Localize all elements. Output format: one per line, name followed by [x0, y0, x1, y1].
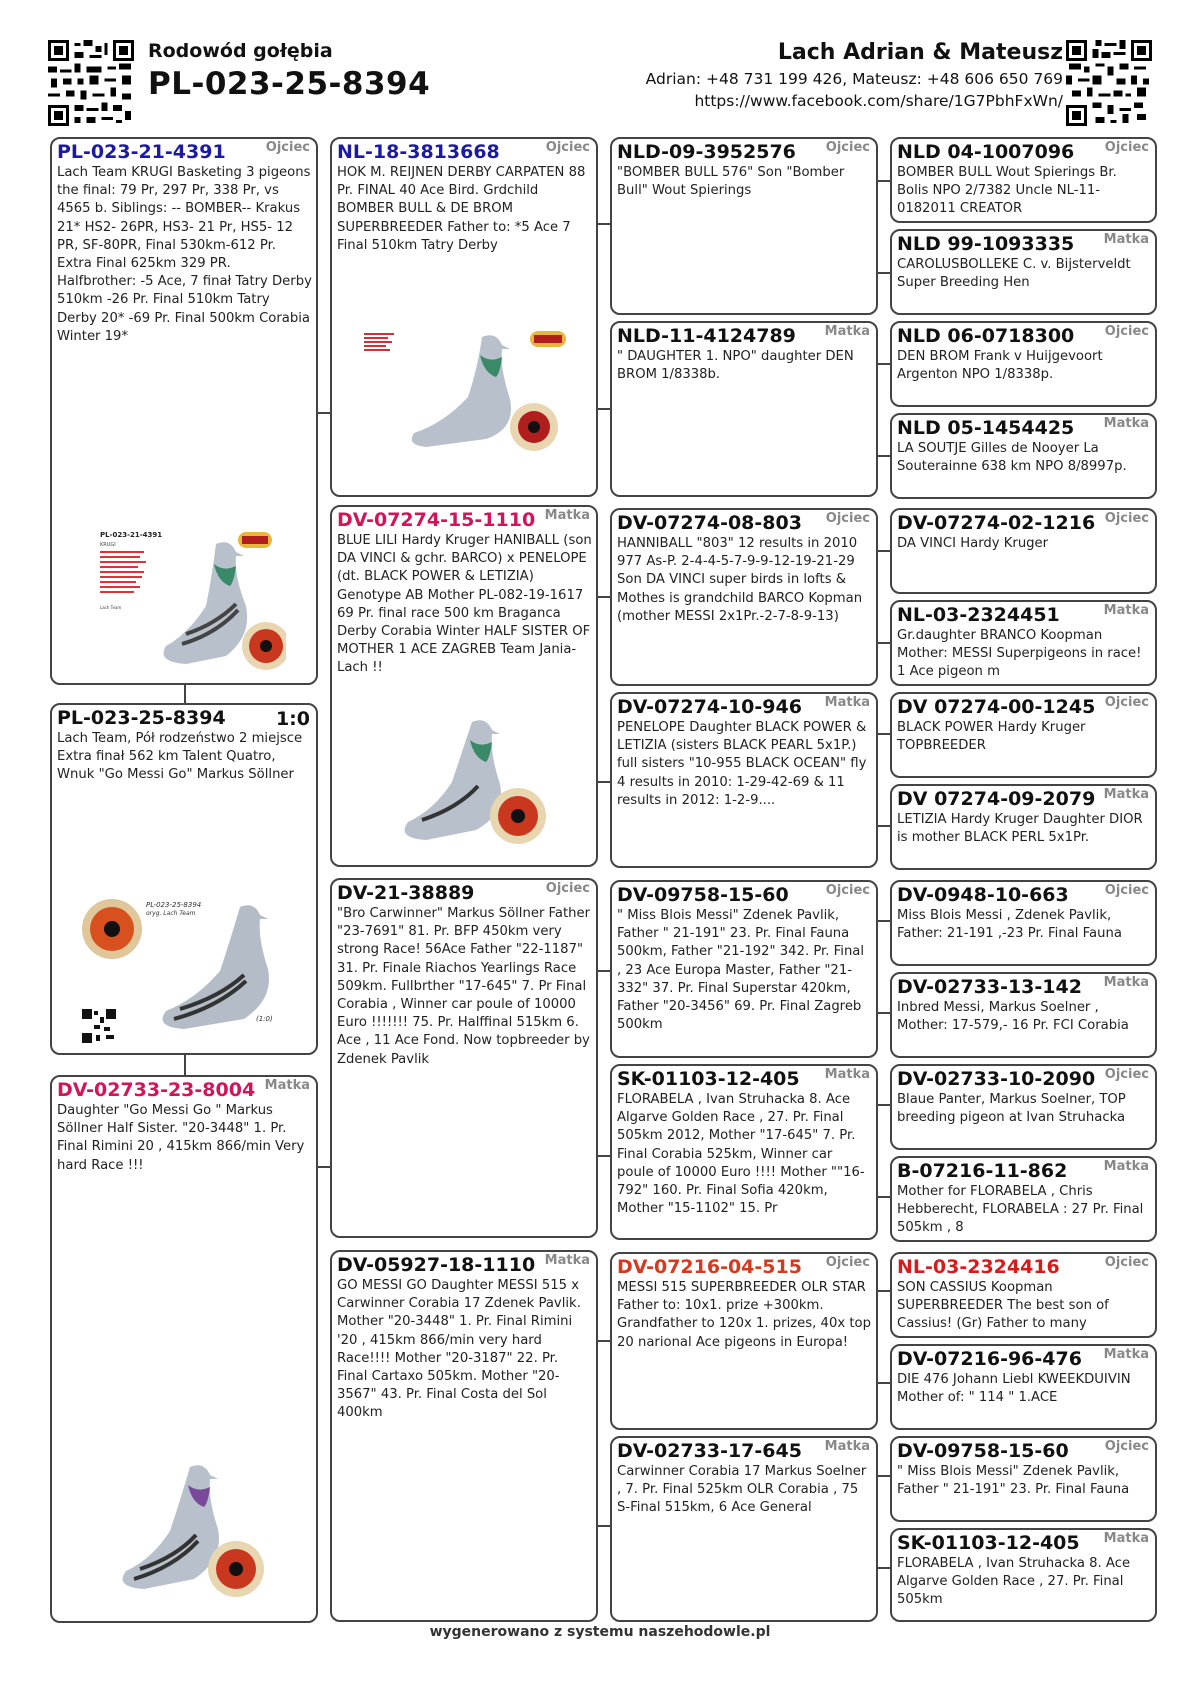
role-label: Matka — [1103, 232, 1149, 247]
role-label: Matka — [264, 1078, 310, 1093]
ring-number: DV-02733-23-8004 — [57, 1079, 256, 1101]
pigeon-description: BLACK POWER Hardy Kruger TOPBREEDER — [897, 720, 1086, 754]
ring-number: NLD 99-1093335 — [897, 233, 1075, 255]
pigeon-description: Blaue Panter, Markus Soelner, TOP breeding pigeon at Ivan Struhacka — [897, 1092, 1126, 1126]
pedigree-card-gen4[interactable] — [890, 137, 1157, 223]
pigeon-photo — [90, 1457, 270, 1607]
photo-score-text: (1:0) — [256, 1015, 273, 1023]
pigeon-description: Miss Blois Messi , Zdenek Pavlik, Father: 21-191 ,-23 Pr. Final Fauna — [897, 908, 1122, 942]
qr-code-icon — [48, 40, 134, 126]
pedigree-card-father[interactable] — [50, 137, 318, 685]
ring-number: DV 07274-09-2079 — [897, 788, 1096, 810]
owner-phones: Adrian: +48 731 199 426, Mateusz: +48 606 650 769 — [645, 70, 1063, 88]
ring-number: DV-07274-02-1216 — [897, 512, 1096, 534]
pedigree-card-gen3[interactable] — [610, 692, 878, 868]
pigeon-description: "Bro Carwinner" Markus Söllner Father "23-7691" 81. Pr. BFP 450km very strong Race! 56Ace Father "22-1187" 31. Pr. Finale Riachos Yearlings Race 509km. Fullbrther "17-645" 7. Pr Final Corabia , Winner car poule of 10000 Euro !!!!!!! 75. Pr. Halffinal 515km 6. Ace , 11 Ace Fond. Now topbreeder by Zdenek Pavlik — [337, 906, 591, 1067]
pedigree-card-gen4[interactable] — [890, 784, 1157, 870]
ring-number: NLD-11-4124789 — [617, 325, 796, 347]
ring-number: NL-03-2324416 — [897, 1256, 1060, 1278]
ring-number: DV-02733-10-2090 — [897, 1068, 1096, 1090]
pigeon-description: GO MESSI GO Daughter MESSI 515 x Carwinner Corabia 17 Zdenek Pavlik. Mother "20-3448" 1. Pr. Final Rimini '20 , 415km 866/min very hard Race!!!! Mother "20-3187" 22. Pr. Final Cartaxo 505km. Mother "20-3567" 43. Pr. Final Costa del Sol 400km — [337, 1278, 581, 1421]
role-label: Ojciec — [545, 140, 590, 155]
role-label: Matka — [824, 695, 870, 710]
ring-number: DV-07274-15-1110 — [337, 509, 536, 531]
pigeon-description: DIE 476 Johann Liebl KWEEKDUIVIN Mother of: " 114 " 1.ACE — [897, 1372, 1131, 1406]
pedigree-card-gen2[interactable] — [330, 878, 598, 1238]
pigeon-photo — [86, 524, 286, 674]
pigeon-description: BLUE LILI Hardy Kruger HANIBALL (son DA VINCI & gchr. BARCO) x PENELOPE (dt. BLACK POWER & LETIZIA) Genotype AB Mother PL-082-19-1617 69 Pr. final race 500 km Braganca Derby Corabia Winter HALF SISTER OF MOTHER 1 ACE ZAGREB Team Jania- Lach !! — [337, 533, 592, 676]
role-label: Matka — [1103, 975, 1149, 990]
photo-ring-text: PL-023-21-4391 — [100, 531, 163, 539]
qr-code-icon — [1066, 40, 1152, 126]
ring-number: NLD-09-3952576 — [617, 141, 796, 163]
ring-number: DV-07274-10-946 — [617, 696, 802, 718]
pedigree-card-gen4[interactable] — [890, 1436, 1157, 1522]
pigeon-description: DA VINCI Hardy Kruger — [897, 536, 1049, 551]
role-label: Matka — [824, 1439, 870, 1454]
pigeon-description: " Miss Blois Messi" Zdenek Pavlik, Father " 21-191" 23. Pr. Final Fauna — [897, 1464, 1130, 1498]
pigeon-description: MESSI 515 SUPERBREEDER OLR STAR Father to: 10x1. prize +300km. Grandfather to 120x 1. prizes, 40x top 20 narional Ace pigeons in Europa! — [617, 1280, 871, 1350]
role-label: Matka — [1103, 1531, 1149, 1546]
role-label: Ojciec — [825, 883, 870, 898]
pigeon-description: HANNIBALL "803" 12 results in 2010 977 As-P. 2-4-4-5-7-9-9-12-19-21-29 Son DA VINCI super birds in lofts & Mothes is grandchild BARCO Kopman (mother MESSI 2x1Pr.-2-7-8-9-13) — [617, 536, 863, 624]
ring-number: PL-023-25-8394 — [57, 707, 226, 729]
photo-note-text: oryg. Lach Team — [146, 910, 196, 917]
ring-number: NLD 06-0718300 — [897, 325, 1075, 347]
pedigree-card-gen4[interactable] — [890, 1252, 1157, 1338]
pigeon-description: Daughter "Go Messi Go " Markus Söllner Half Sister. "20-3448" 1. Pr. Final Rimini 20 , 415km 866/min Very hard Race !!! — [57, 1103, 305, 1173]
pigeon-photo — [372, 712, 552, 852]
ring-number: NL-03-2324451 — [897, 604, 1060, 626]
role-label: Ojciec — [265, 140, 310, 155]
role-label: Ojciec — [1104, 1255, 1149, 1270]
pigeon-description: Lach Team KRUGI Basketing 3 pigeons the final: 79 Pr, 297 Pr, 338 Pr, vs 4565 b. Siblings: -- BOMBER-- Krakus 21* HS2- 26PR, HS3- 21 Pr, HS5- 12 PR, SF-80PR, Final 530km-612 Pr. Extra Final 625km 329 PR. Halfbrother: -5 Ace, 7 finał Tatry Derby 510km -26 Pr. Final 510km Tatry Derby 20* -69 Pr. Final 500km Corabia Winter 19* — [57, 165, 312, 344]
ring-number: DV-0948-10-663 — [897, 884, 1069, 906]
footer-credit: wygenerowano z systemu naszehodowle.pl — [429, 1624, 771, 1640]
pedigree-card-gen4[interactable] — [890, 508, 1157, 594]
pedigree-card-gen4[interactable] — [890, 972, 1157, 1058]
photo-name-text: KRUGI — [100, 542, 116, 548]
pedigree-card-gen2[interactable] — [330, 1250, 598, 1622]
pigeon-description: " Miss Blois Messi" Zdenek Pavlik, Father " 21-191" 23. Pr. Final Fauna 500km, Father "21-192" 342. Pr. Final , 23 Ace Europa Master, Father "21-332" 37. Pr. Final Superstar 420km, Father "20-3456" 69. Pr. Final Zagreb 500km — [617, 908, 865, 1033]
role-label: Matka — [544, 1253, 590, 1268]
pigeon-description: BOMBER BULL Wout Spierings Br. Bolis NPO 2/7382 Uncle NL-11-0182011 CREATOR — [897, 165, 1117, 217]
ring-number: DV-05927-18-1110 — [337, 1254, 536, 1276]
role-label: Matka — [824, 324, 870, 339]
ring-number: DV-07216-96-476 — [897, 1348, 1082, 1370]
pedigree-card-gen4[interactable] — [890, 880, 1157, 966]
ring-number: B-07216-11-862 — [897, 1160, 1068, 1182]
ring-number: DV-21-38889 — [337, 882, 475, 904]
pigeon-photo — [80, 897, 290, 1047]
connector-line — [184, 1055, 186, 1077]
role-label: Matka — [1103, 603, 1149, 618]
pedigree-card-gen3[interactable] — [610, 321, 878, 497]
pigeon-description: HOK M. REIJNEN DERBY CARPATEN 88 Pr. FINAL 40 Ace Bird. Grdchild BOMBER BULL & DE BROM SUPERBREEDER Father to: *5 Ace 7 Final 510km Tatry Derby — [337, 165, 586, 253]
pigeon-description: CAROLUSBOLLEKE C. v. Bijsterveldt Super Breeding Hen — [897, 257, 1131, 291]
ring-number: NLD 04-1007096 — [897, 141, 1075, 163]
ring-number: SK-01103-12-405 — [897, 1532, 1080, 1554]
pigeon-description: FLORABELA , Ivan Struhacka 8. Ace Algarve Golden Race , 27. Pr. Final 505km — [897, 1556, 1131, 1608]
role-label: Ojciec — [825, 511, 870, 526]
role-label: Matka — [1103, 787, 1149, 802]
ring-number: DV-07216-04-515 — [617, 1256, 802, 1278]
pigeon-description: Inbred Messi, Markus Soelner , Mother: 17-579,- 16 Pr. FCI Corabia — [897, 1000, 1129, 1034]
pedigree-card-gen2[interactable] — [330, 137, 598, 497]
pigeon-description: " DAUGHTER 1. NPO" daughter DEN BROM 1/8338b. — [617, 349, 854, 383]
role-label: Ojciec — [1104, 1067, 1149, 1082]
role-label: Ojciec — [1104, 695, 1149, 710]
pedigree-card-gen2[interactable] — [330, 505, 598, 867]
ring-number: NLD 05-1454425 — [897, 417, 1075, 439]
photo-ring-text: PL-023-25-8394 — [146, 901, 202, 909]
pedigree-card-gen4[interactable] — [890, 1064, 1157, 1150]
pedigree-card-gen3[interactable] — [610, 1436, 878, 1622]
score-label: 1:0 — [275, 708, 310, 730]
pigeon-description: PENELOPE Daughter BLACK POWER & LETIZIA (sisters BLACK PEARL 5x1P.) full sisters "10-955 BLACK OCEAN" fly 4 results in 2010: 1-29-42-69 & 11 results in 2012: 1-2-9.... — [617, 720, 867, 808]
ring-number: DV-02733-13-142 — [897, 976, 1082, 998]
pedigree-card-gen4[interactable] — [890, 1156, 1157, 1242]
pigeon-description: FLORABELA , Ivan Struhacka 8. Ace Algarve Golden Race , 27. Pr. Final 505km 2012, Mother "17-645" 7. Pr. Final Corabia 525km, Winner car poule of 10000 Euro !!!! Mother ""16-792" 160. Pr. Final Sofia 420km, Mother "15-1102" 15. Pr — [617, 1092, 865, 1217]
ring-number: DV-09758-15-60 — [897, 1440, 1069, 1462]
pedigree-card-gen3[interactable] — [610, 137, 878, 315]
role-label: Ojciec — [1104, 324, 1149, 339]
role-label: Ojciec — [1104, 883, 1149, 898]
role-label: Ojciec — [1104, 511, 1149, 526]
role-label: Ojciec — [1104, 140, 1149, 155]
ring-number: DV-09758-15-60 — [617, 884, 789, 906]
role-label: Matka — [544, 508, 590, 523]
pigeon-photo — [362, 329, 572, 459]
ring-number: DV 07274-00-1245 — [897, 696, 1096, 718]
role-label: Ojciec — [1104, 1439, 1149, 1454]
pigeon-description: SON CASSIUS Koopman SUPERBREEDER The best son of Cassius! (Gr) Father to many — [897, 1280, 1109, 1332]
ring-number: DV-07274-08-803 — [617, 512, 802, 534]
ring-number: SK-01103-12-405 — [617, 1068, 800, 1090]
pedigree-card-gen4[interactable] — [890, 600, 1157, 686]
pedigree-card-gen3[interactable] — [610, 1252, 878, 1430]
ring-number: NL-18-3813668 — [337, 141, 500, 163]
pedigree-card-gen3[interactable] — [610, 1064, 878, 1240]
photo-owner-text: Lach Team — [100, 605, 122, 610]
role-label: Ojciec — [825, 1255, 870, 1270]
pedigree-card-subject[interactable] — [50, 703, 318, 1055]
pigeon-description: LA SOUTJE Gilles de Nooyer La Souterainne 638 km NPO 8/8997p. — [897, 441, 1127, 475]
pedigree-card-gen4[interactable] — [890, 229, 1157, 315]
owner-url-link[interactable]: https://www.facebook.com/share/1G7PbhFxWn/ — [694, 92, 1063, 110]
role-label: Matka — [824, 1067, 870, 1082]
pigeon-description: Mother for FLORABELA , Chris Hebberecht, FLORABELA : 27 Pr. Final 505km , 8 — [897, 1184, 1144, 1236]
pedigree-card-gen4[interactable] — [890, 321, 1157, 407]
role-label: Ojciec — [825, 140, 870, 155]
pigeon-description: Gr.daughter BRANCO Koopman Mother: MESSI Superpigeons in race! 1 Ace pigeon m — [897, 628, 1142, 680]
role-label: Matka — [1103, 1347, 1149, 1362]
role-label: Matka — [1103, 416, 1149, 431]
pedigree-card-gen3[interactable] — [610, 508, 878, 686]
pigeon-description: Carwinner Corabia 17 Markus Soelner , 7. Pr. Final 525km OLR Corabia , 75 S-Final 515km, 6 Ace General — [617, 1464, 867, 1516]
document-ring-number: PL-023-25-8394 — [148, 66, 431, 102]
ring-number: DV-02733-17-645 — [617, 1440, 802, 1462]
pedigree-card-gen4[interactable] — [890, 1344, 1157, 1430]
ring-number: PL-023-21-4391 — [57, 141, 226, 163]
pedigree-card-gen3[interactable] — [610, 880, 878, 1058]
pigeon-description: Lach Team, Pół rodzeństwo 2 miejsce Extra finał 562 km Talent Quatro, Wnuk "Go Messi Go" Markus Söllner — [57, 731, 303, 783]
pigeon-description: "BOMBER BULL 576" Son "Bomber Bull" Wout Spierings — [617, 165, 845, 199]
pedigree-card-gen4[interactable] — [890, 692, 1157, 778]
pigeon-description: LETIZIA Hardy Kruger Daughter DIOR is mother BLACK PERL 5x1Pr. — [897, 812, 1143, 846]
pigeon-description: DEN BROM Frank v Huijgevoort Argenton NPO 1/8338p. — [897, 349, 1103, 383]
role-label: Matka — [1103, 1159, 1149, 1174]
owner-name: Lach Adrian & Mateusz — [777, 40, 1063, 65]
connector-line — [184, 683, 186, 705]
pedigree-card-mother[interactable] — [50, 1075, 318, 1623]
role-label: Ojciec — [545, 881, 590, 896]
pedigree-card-gen4[interactable] — [890, 1528, 1157, 1622]
pedigree-card-gen4[interactable] — [890, 413, 1157, 499]
document-subtitle: Rodowód gołębia — [148, 40, 333, 62]
